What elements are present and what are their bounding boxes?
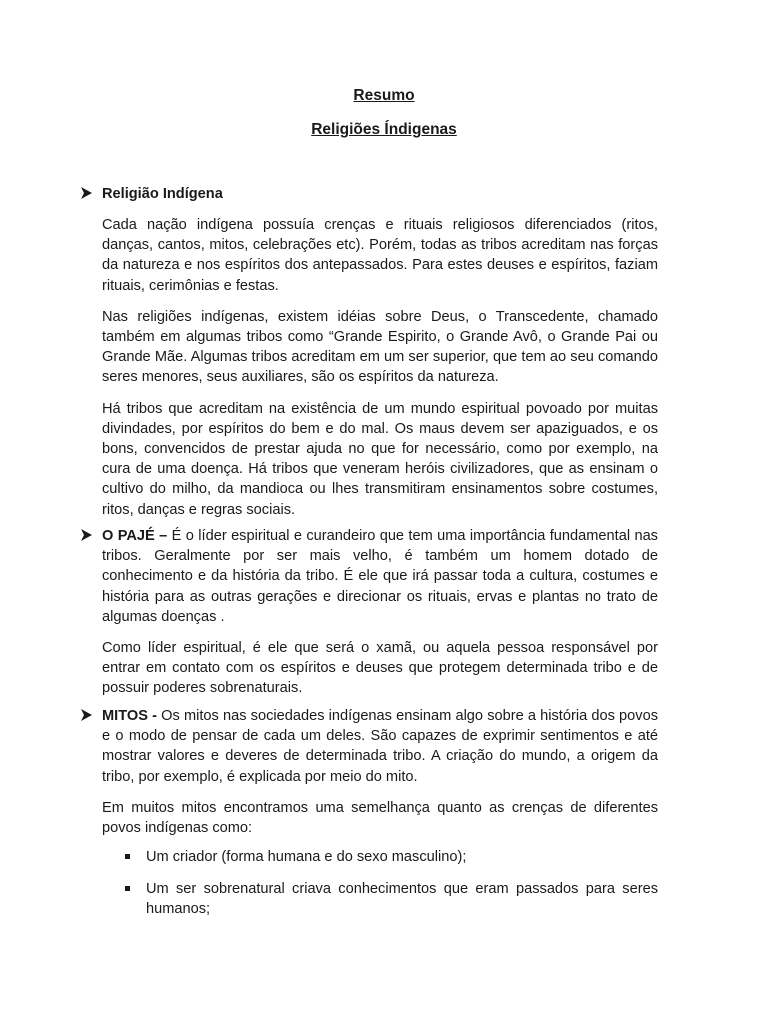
document-subtitle: Religiões Índigenas [311, 121, 457, 138]
list-item: Um ser sobrenatural criava conhecimentos que eram passados para seres humanos; [122, 879, 658, 919]
lead-text: Os mitos nas sociedades indígenas ensinam algo sobre a história dos povos e o modo de pensar de cada um deles. São capazes de exprimir sentimentos e até mostrar valores e deveres de determinada tribo. A criação do mundo, a origem da tribo, por exemplo, é explicada por meio do mito. [102, 708, 658, 785]
document-title: Resumo [353, 87, 415, 104]
paragraph: Nas religiões indígenas, existem idéias sobre Deus, o Transcedente, chamado também em algumas tribos como “Grande Espirito, o Grande Avô, o Grande Pai ou Grande Mãe. Algumas tribos acreditam em um ser superior, que tem ao seu comando seres menores, seus auxiliares, são os espíritos da natureza. [102, 308, 658, 386]
lead-text: É o líder espiritual e curandeiro que tem uma importância fundamental nas tribos. Geralmente por ser mais velho, é também um homem dotado de conhecimento e da história da tribo. É ele que irá passar toda a cultura, costumes e história para as outras gerações e direcionar os rituais, ervas e plantas no trato de algumas doenças . [102, 528, 658, 625]
arrow-bullet-icon [80, 707, 96, 723]
list-item: Um criador (forma humana e do sexo masculino); [122, 847, 658, 867]
section-paje [80, 526, 658, 699]
section-mitos [80, 706, 658, 838]
section-heading: Religião Indígena [102, 186, 223, 202]
paragraph [102, 526, 658, 627]
paragraph: Em muitos mitos encontramos uma semelhança quanto as crenças de diferentes povos indígenas como: [102, 799, 658, 837]
lead-term: MITOS - [102, 708, 157, 724]
paragraph: Cada nação indígena possuía crenças e rituais religiosos diferenciados (ritos, danças, cantos, mitos, celebrações etc). Porém, todas as tribos acreditam nas forças da natureza e nos espíritos dos antepassados. Para estes deuses e espíritos, faziam rituais, cerimônias e festas. [102, 217, 658, 294]
arrow-bullet-icon [80, 185, 96, 201]
paragraph [102, 706, 658, 787]
square-bullet-icon [125, 886, 130, 891]
bullet-list [122, 847, 658, 920]
square-bullet-icon [125, 854, 130, 859]
paragraph: Como líder espiritual, é ele que será o xamã, ou aquela pessoa responsável por entrar em contato com os espíritos e deuses que protegem determinada tribo e de possuir poderes sobrenaturais. [102, 640, 658, 697]
lead-term: O PAJÉ – [102, 528, 168, 544]
section-religiao-indigena [80, 184, 658, 520]
arrow-bullet-icon [80, 527, 96, 543]
paragraph: Há tribos que acreditam na existência de um mundo espiritual povoado por muitas divindades, por espíritos do bem e do mal. Os maus devem ser apaziguados, e os bons, convencidos de prestar ajuda no que for necessário, como por exemplo, na cura de uma doença. Há tribos que veneram heróis civilizadores, que as ensinam o cultivo do milho, da mandioca ou lhes transmitiram ensinamentos sobre costumes, ritos, danças e regras sociais. [102, 400, 658, 518]
